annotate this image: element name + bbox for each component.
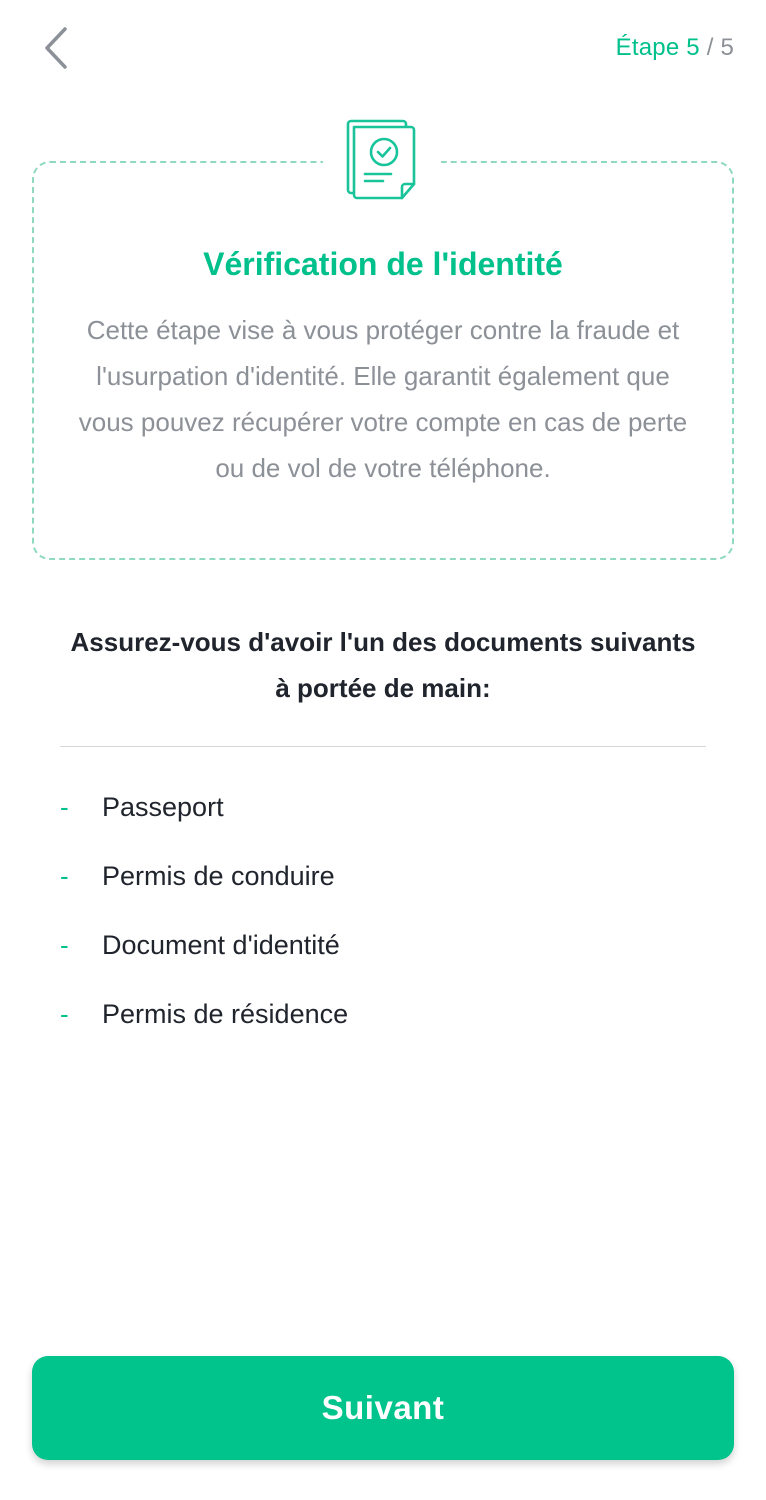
documents-list <box>60 784 706 1060</box>
list-item <box>60 784 706 853</box>
step-label: Étape 5 <box>615 34 700 61</box>
next-button[interactable]: Suivant <box>32 1356 734 1460</box>
step-separator: / <box>706 34 714 61</box>
bullet-dash: - <box>60 792 69 822</box>
divider <box>60 746 706 747</box>
list-item <box>60 991 706 1060</box>
card-description: Cette étape vise à vous protéger contre la fraude et l'usurpation d'identité. Elle garantit également que vous pouvez récupérer votre compte en cas de perte ou de vol de votre téléphone. <box>78 315 688 483</box>
card-title: Vérification de l'identité <box>203 246 563 282</box>
document-check-icon <box>345 118 419 202</box>
back-button[interactable] <box>30 22 82 74</box>
bullet-dash: - <box>60 930 69 960</box>
documents-heading: Assurez-vous d'avoir l'un des documents suivants à portée de main: <box>70 627 696 703</box>
step-indicator <box>616 34 734 62</box>
document-name: Permis de conduire <box>102 861 335 891</box>
document-name: Passeport <box>102 792 224 822</box>
list-item <box>60 853 706 922</box>
document-name: Document d'identité <box>102 930 340 960</box>
bullet-dash: - <box>60 999 69 1029</box>
document-name: Permis de résidence <box>102 999 349 1029</box>
list-item <box>60 922 706 991</box>
document-icon-container <box>323 110 441 210</box>
chevron-left-icon <box>41 26 71 70</box>
bullet-dash: - <box>60 861 69 891</box>
step-total: 5 <box>720 34 734 61</box>
